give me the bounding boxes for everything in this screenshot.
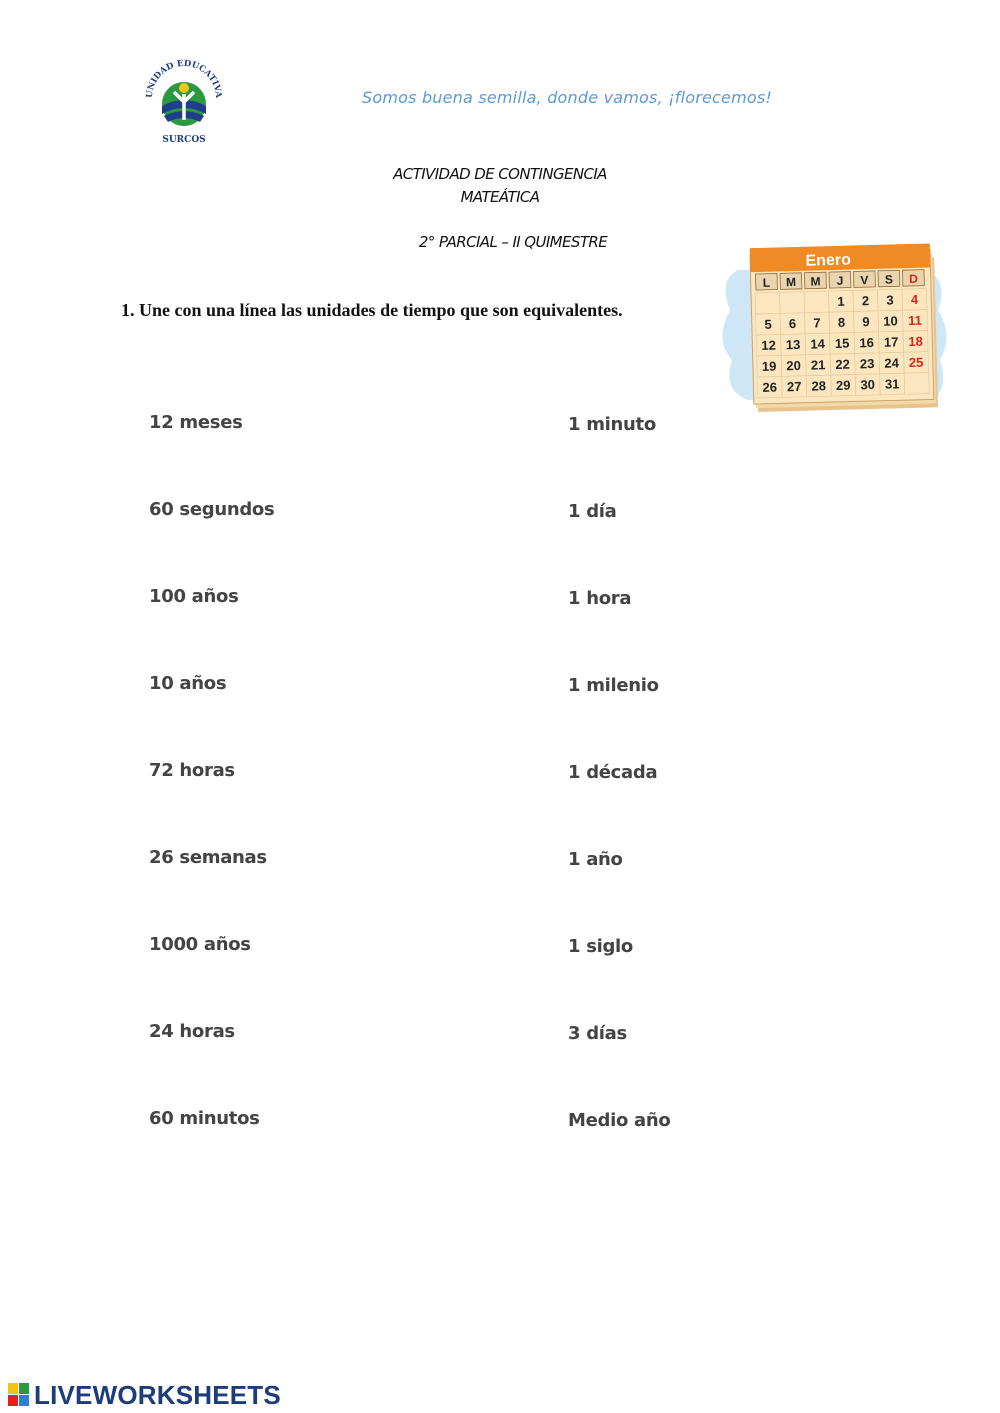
calendar-day: 21 bbox=[810, 357, 826, 373]
right-item-6[interactable]: 1 año bbox=[568, 849, 623, 870]
calendar-weekday: J bbox=[836, 273, 844, 288]
left-item-8[interactable]: 24 horas bbox=[149, 1021, 235, 1042]
calendar-day: 9 bbox=[862, 314, 870, 330]
calendar-month: Enero bbox=[805, 251, 852, 270]
calendar-day: 3 bbox=[886, 292, 894, 308]
calendar-day: 27 bbox=[786, 378, 802, 395]
right-item-2[interactable]: 1 día bbox=[568, 501, 617, 522]
calendar-day: 23 bbox=[859, 355, 875, 372]
calendar-weekday: L bbox=[762, 275, 771, 290]
calendar-day: 2 bbox=[861, 293, 870, 309]
right-item-1[interactable]: 1 minuto bbox=[568, 414, 656, 435]
calendar-day: 31 bbox=[884, 376, 900, 392]
right-item-5[interactable]: 1 década bbox=[568, 762, 658, 783]
calendar-day: 8 bbox=[837, 314, 846, 330]
left-item-9[interactable]: 60 minutos bbox=[149, 1108, 260, 1129]
left-item-6[interactable]: 26 semanas bbox=[149, 847, 267, 868]
calendar-day: 1 bbox=[837, 293, 845, 309]
calendar-day: 19 bbox=[761, 358, 777, 374]
left-item-7[interactable]: 1000 años bbox=[149, 934, 251, 955]
activity-title: ACTIVIDAD DE CONTINGENCIA bbox=[393, 165, 607, 183]
left-item-5[interactable]: 72 horas bbox=[149, 760, 235, 781]
calendar-day: 22 bbox=[835, 356, 851, 372]
instruction-text: 1. Une con una línea las unidades de tiempo que son equivalentes. bbox=[121, 300, 623, 320]
left-item-3[interactable]: 100 años bbox=[149, 586, 239, 607]
left-item-4[interactable]: 10 años bbox=[149, 673, 227, 694]
calendar-day: 30 bbox=[860, 376, 876, 393]
calendar-day: 13 bbox=[785, 336, 801, 353]
calendar-day: 16 bbox=[859, 334, 875, 351]
period-title: 2° PARCIAL – II QUIMESTRE bbox=[418, 233, 608, 251]
subject-title: MATEÁTICA bbox=[460, 188, 540, 206]
liveworksheets-logo bbox=[8, 1380, 281, 1410]
right-item-9[interactable]: Medio año bbox=[568, 1110, 671, 1131]
calendar-day: 5 bbox=[764, 316, 772, 332]
school-motto: Somos buena semilla, donde vamos, ¡florecemos! bbox=[362, 88, 772, 107]
brand-blocks-icon bbox=[8, 1383, 30, 1407]
calendar-day: 26 bbox=[762, 379, 778, 395]
calendar-day: 17 bbox=[883, 334, 899, 350]
right-item-4[interactable]: 1 milenio bbox=[568, 675, 659, 696]
calendar-weekday: M bbox=[810, 274, 821, 289]
calendar-day: 6 bbox=[788, 315, 797, 332]
calendar-day: 25 bbox=[908, 354, 924, 371]
calendar-illustration bbox=[718, 240, 950, 420]
left-item-2[interactable]: 60 segundos bbox=[149, 499, 275, 520]
right-item-3[interactable]: 1 hora bbox=[568, 588, 632, 609]
logo-bottom-text: SURCOS bbox=[162, 135, 206, 145]
right-item-8[interactable]: 3 días bbox=[568, 1023, 627, 1044]
calendar-day: 15 bbox=[834, 335, 850, 351]
calendar-day: 10 bbox=[883, 313, 898, 329]
calendar-day: 28 bbox=[811, 378, 827, 394]
brand-name: LIVEWORKSHEETS bbox=[34, 1379, 281, 1410]
calendar-weekday: D bbox=[908, 271, 918, 287]
calendar-day: 20 bbox=[786, 357, 802, 374]
left-item-1[interactable]: 12 meses bbox=[149, 412, 243, 433]
calendar-day: 11 bbox=[907, 312, 923, 329]
calendar-day: 29 bbox=[835, 377, 851, 393]
calendar-day: 12 bbox=[761, 337, 777, 353]
calendar-day: 14 bbox=[810, 336, 826, 352]
school-logo bbox=[142, 58, 226, 146]
calendar-day: 18 bbox=[908, 333, 924, 350]
calendar-day: 4 bbox=[910, 291, 919, 307]
calendar-day: 7 bbox=[813, 315, 821, 331]
calendar-weekday: S bbox=[884, 272, 894, 287]
calendar-day: 24 bbox=[884, 355, 900, 371]
calendar-weekday: V bbox=[860, 273, 869, 288]
right-item-7[interactable]: 1 siglo bbox=[568, 936, 633, 957]
logo-arc-text: UNIDAD EDUCATIVA bbox=[144, 58, 224, 99]
calendar-weekday: M bbox=[785, 274, 797, 290]
